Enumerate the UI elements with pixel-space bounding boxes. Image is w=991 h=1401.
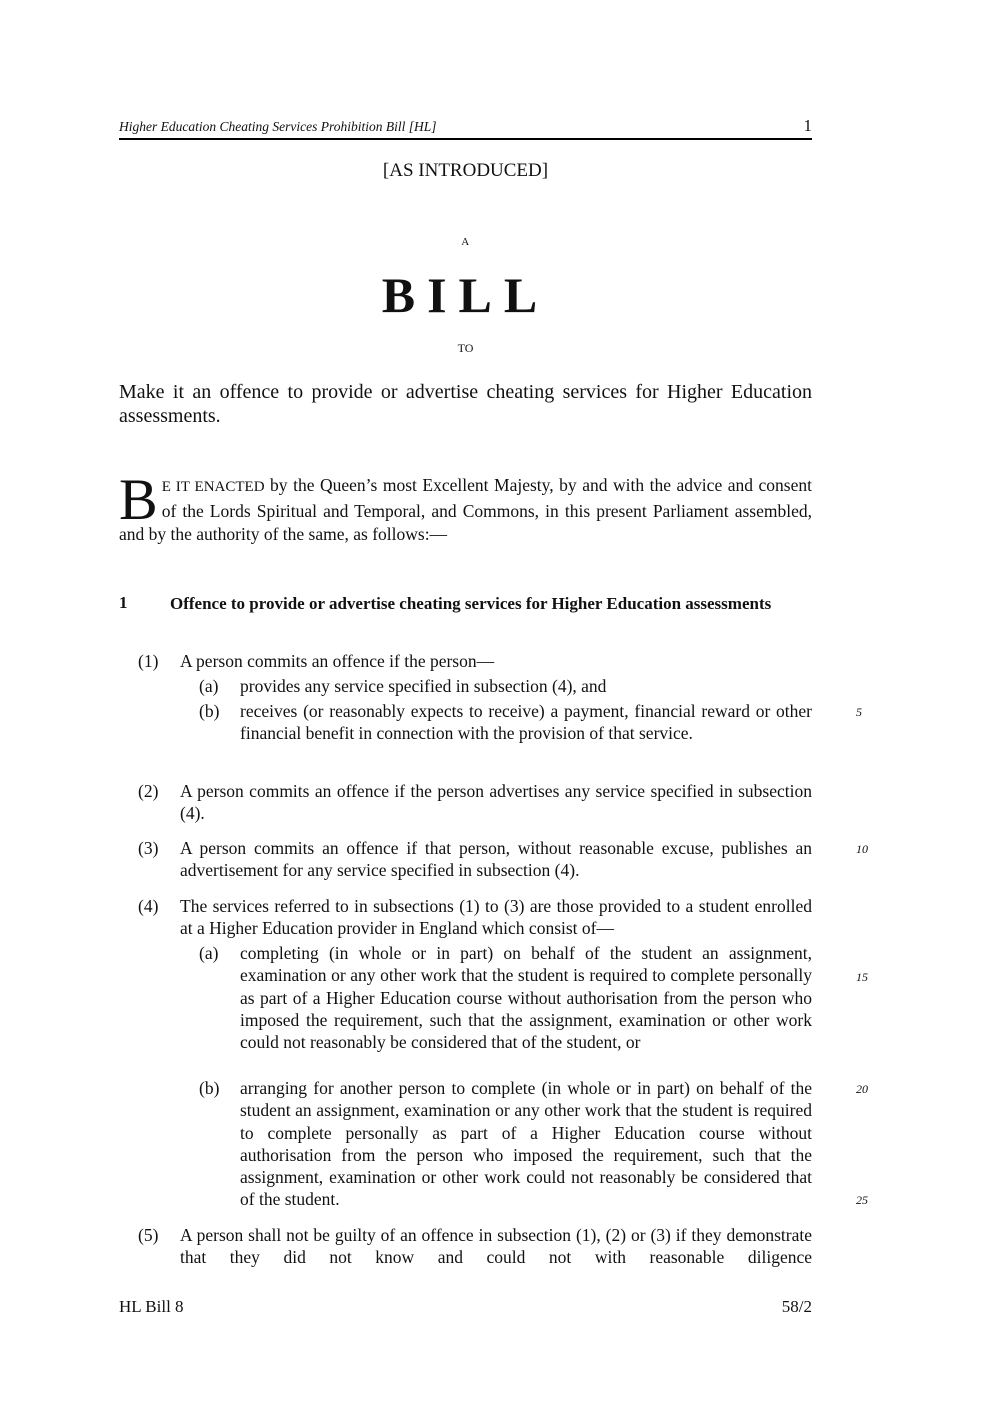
line-number: 10: [856, 842, 868, 856]
clause-number: 1: [119, 593, 128, 612]
line-number: 25: [856, 1193, 868, 1207]
footer-print-reference: 58/2: [781, 1297, 812, 1316]
subsection-number: (5): [138, 1225, 159, 1245]
running-head-title: Higher Education Cheating Services Prohibition Bill [HL]: [119, 119, 437, 134]
enacting-formula: [119, 467, 812, 547]
running-head: [119, 118, 812, 140]
subsection-number: (2): [138, 781, 159, 801]
subsection-number: (3): [138, 838, 159, 858]
paragraph-text: completing (in whole or in part) on behalf of the student an assignment, examination or any other work that the student is required to complete personally as part of a Higher Education course without authorisation from the person who imposed the requirement, such that the assignment, examination or other work could not reasonably be considered that of the student, or: [240, 943, 812, 1053]
enacting-text: by the Queen’s most Excellent Majesty, by and with the advice and consent of the Lords Spiritual and Temporal, and Commons, in this present Parliament assembled, and by the authority of the same, as follows:—: [119, 475, 812, 544]
page-number: 1: [803, 116, 812, 135]
subsection-number: (4): [138, 896, 159, 916]
drop-cap: B: [119, 467, 158, 532]
a-label: A: [461, 236, 470, 248]
paragraph-number: (b): [199, 701, 220, 721]
enacting-small-caps: E IT ENACTED: [161, 479, 265, 495]
bill-heading: BILL: [381, 267, 550, 323]
line-number: 20: [856, 1082, 868, 1096]
subsection-text: A person shall not be guilty of an offence in subsection (1), (2) or (3) if they demonstrate that they did not know and could not with reasonable diligence: [180, 1225, 812, 1268]
clause-heading: Offence to provide or advertise cheating services for Higher Education assessments: [170, 594, 772, 613]
subsection-text: A person commits an offence if that person, without reasonable excuse, publishes an advertisement for any service specified in subsection (4).: [180, 838, 812, 881]
paragraph-number: (a): [199, 943, 219, 963]
paragraph-number: (a): [199, 676, 219, 696]
line-number: 5: [856, 705, 862, 719]
long-title: Make it an offence to provide or advertise cheating services for Higher Education assessments.: [119, 381, 812, 427]
subsection-number: (1): [138, 651, 159, 671]
subsection-text: A person commits an offence if the person—: [180, 651, 495, 671]
paragraph-text: arranging for another person to complete (in whole or in part) on behalf of the student an assignment, examination or any other work that the student is required to complete personally as part of a Higher Education course without authorisation from the person who imposed the requirement, such that the assignment, examination or other work could not reasonably be considered that of the student.: [240, 1078, 812, 1210]
subsection-text: A person commits an offence if the person advertises any service specified in subsection (4).: [180, 781, 812, 824]
footer-bill-reference: HL Bill 8: [119, 1297, 184, 1316]
to-label: TO: [457, 341, 474, 355]
paragraph-text: provides any service specified in subsection (4), and: [240, 676, 607, 696]
line-number: 15: [856, 970, 868, 984]
subsection-text: The services referred to in subsections (1) to (3) are those provided to a student enrolled at a Higher Education provider in England which consist of—: [180, 896, 812, 939]
bill-status: [AS INTRODUCED]: [382, 160, 549, 181]
paragraph-text: receives (or reasonably expects to receive) a payment, financial reward or other financial benefit in connection with the provision of that service.: [240, 701, 812, 744]
paragraph-number: (b): [199, 1078, 220, 1098]
